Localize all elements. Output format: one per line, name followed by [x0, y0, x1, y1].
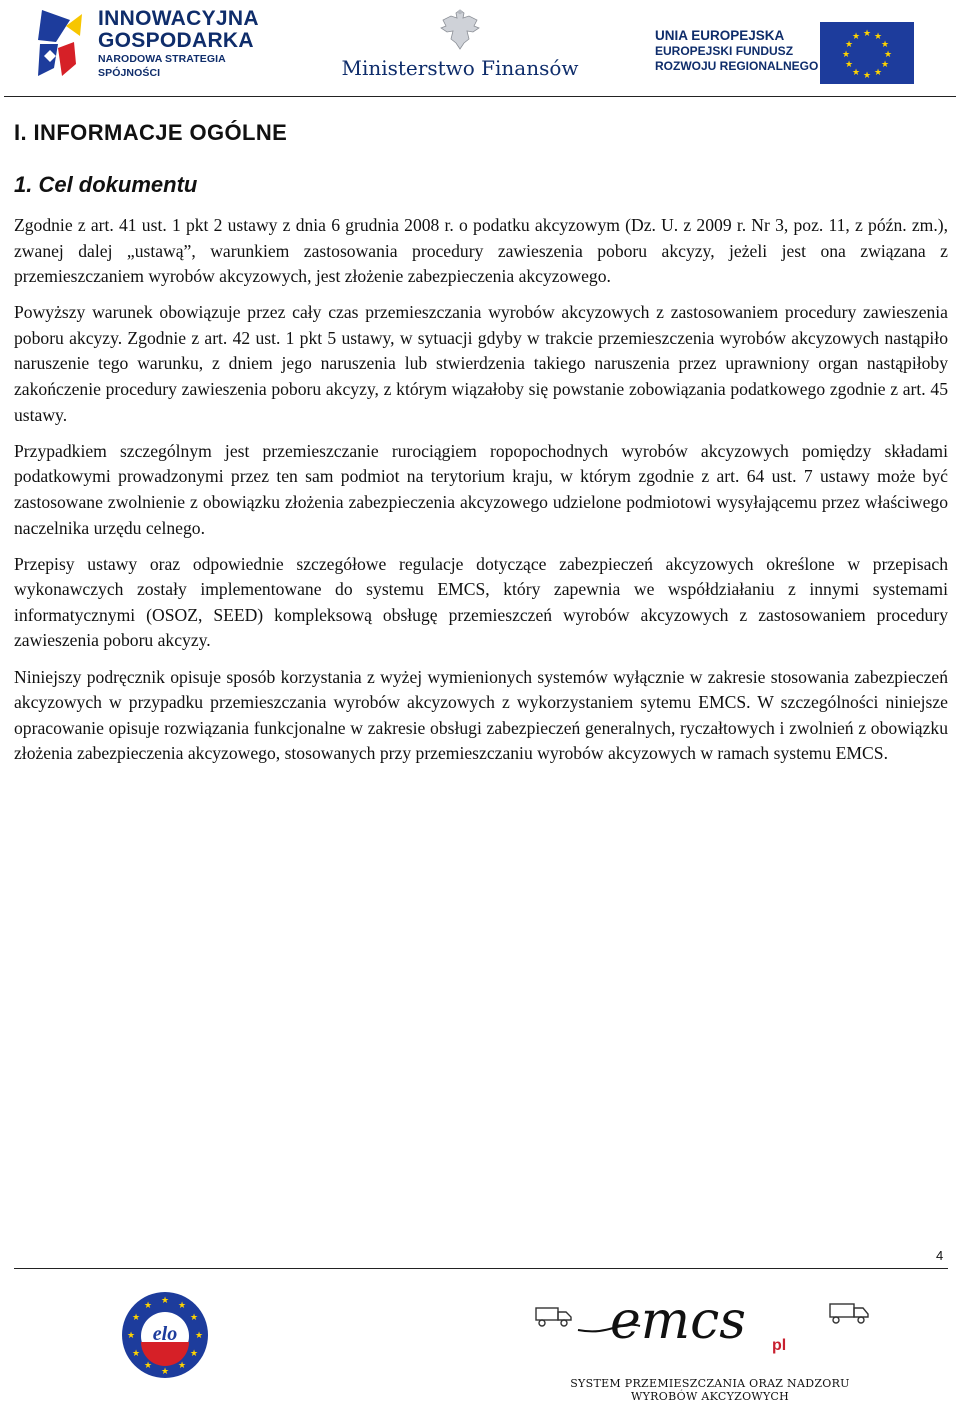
- star-emblem-icon: [36, 6, 96, 86]
- svg-text:★: ★: [841, 50, 851, 60]
- innowacyjna-gospodarka-logo: [36, 6, 286, 86]
- svg-text:★: ★: [851, 68, 861, 78]
- svg-text:★: ★: [189, 1349, 199, 1359]
- emcs-subtitle-line-1: SYSTEM PRZEMIESZCZANIA ORAZ NADZORU: [570, 1377, 850, 1390]
- svg-text:★: ★: [143, 1301, 153, 1311]
- svg-text:★: ★: [844, 60, 854, 70]
- svg-text:★: ★: [862, 29, 872, 39]
- svg-text:elo: elo: [152, 1323, 178, 1345]
- svg-text:★: ★: [143, 1361, 153, 1371]
- paragraph: Niniejszy podręcznik opisuje sposób korzystania z wyżej wymienionych systemów wyłącznie w zakresie stosowania zabezpieczeń akcyzowych w przypadku przemieszczania wyrobów akcyzowych z wykorzystaniem sytemu EMCS. W szczególności niniejsze opracowanie opisuje rozwiązania funkcjonalne w zakresie obsługi zabezpieczeń generalnych, ryczałtowych i zwolnień z obowiązku złożenia zabezpieczenia akcyzowego, stosowanych przy przemieszczaniu wyrobów akcyzowych w ramach systemu EMCS.: [14, 666, 948, 764]
- subsection-title: 1. Cel dokumentu: [14, 172, 198, 197]
- svg-text:★: ★: [160, 1367, 170, 1377]
- eu-line-2: EUROPEJSKI FUNDUSZ: [655, 44, 794, 58]
- elo-logo-icon: [120, 1290, 210, 1380]
- emcs-subtitle-line-2: WYROBÓW AKCYZOWYCH: [631, 1390, 789, 1403]
- paragraph: Zgodnie z art. 41 ust. 1 pkt 2 ustawy z dnia 6 grudnia 2008 r. o podatku akcyzowym (Dz. U. z 2009 r. Nr 3, poz. 11, z późn. zm.), zwanej dalej „ustawą”, warunkiem zastosowania procedury zawieszenia poboru akcyzy, jeżeli jest ona związana z przemieszczaniem wyrobów akcyzowych, jest złożenie zabezpieczenia akcyzowego.: [14, 215, 948, 287]
- svg-text:★: ★: [131, 1313, 141, 1323]
- ministerstwo-finansow-logo: [340, 6, 580, 86]
- svg-text:★: ★: [160, 1296, 170, 1306]
- svg-text:★: ★: [844, 40, 854, 50]
- svg-text:★: ★: [177, 1301, 187, 1311]
- svg-text:pl: pl: [772, 1337, 787, 1354]
- paragraph: Przypadkiem szczególnym jest przemieszczanie rurociągiem ropopochodnych wyrobów akcyzowych pomiędzy składami podatkowymi prowadzonymi przez ten sam podmiot na terytorium kraju, w którym zgodnie z art. 64 ust. 7 ustawy może być zastosowane zwolnienie z obowiązku złożenia zabezpieczenia akcyzowego udzielone podmiotowi wysyłającemu przez właściwego naczelnika urzędu celnego.: [14, 440, 948, 538]
- logo-line-1: INNOWACYJNA: [98, 7, 259, 30]
- svg-text:★: ★: [131, 1349, 141, 1359]
- svg-text:★: ★: [873, 68, 883, 78]
- ministry-name: Ministerstwo Finansów: [341, 56, 579, 80]
- header-divider: [4, 96, 956, 97]
- svg-text:★: ★: [194, 1331, 204, 1341]
- paragraph: Przepisy ustawy oraz odpowiednie szczegółowe regulacje dotyczące zabezpieczeń akcyzowych określone w przepisach wykonawczych zostały implementowane do systemu EMCS, który zapewnia we współdziałaniu z innymi systemami informatycznymi (OSOZ, SEED) kompleksową obsługę przemieszczeń wyrobów akcyzowych z zastosowaniem procedury zawieszenia poboru akcyzy.: [14, 553, 948, 651]
- svg-text:★: ★: [126, 1331, 136, 1341]
- paragraphs: [14, 213, 948, 777]
- svg-text:★: ★: [873, 32, 883, 42]
- emcs-subtitle: [545, 1377, 875, 1403]
- svg-text:★: ★: [880, 60, 890, 70]
- polish-eagle-icon: [435, 6, 485, 54]
- svg-text:★: ★: [177, 1361, 187, 1371]
- logo-line-3: NARODOWA STRATEGIA SPÓJNOŚCI: [98, 53, 226, 79]
- paragraph: Powyższy warunek obowiązuje przez cały czas przemieszczania wyrobów akcyzowych z zastosowaniem procedury zawieszenia poboru akcyzy. Zgodnie z art. 42 ust. 1 pkt 5 ustawy, w sytuacji gdyby w trakcie przemieszczenia wyrobów akcyzowych nastąpiło naruszenie tego warunku, z dniem jego naruszenia lub stwierdzenia takiego naruszenia przez uprawniony organ nastąpiłoby zakończenie procedury zawieszenia poboru akcyzy, z którym wiązałoby się powstanie zobowiązania podatkowego zgodnie z art. 45 ustawy.: [14, 302, 948, 425]
- svg-text:★: ★: [189, 1313, 199, 1323]
- svg-text:★: ★: [851, 32, 861, 42]
- svg-text:★: ★: [883, 50, 893, 60]
- emcs-logo-icon: [530, 1290, 880, 1360]
- section-title: I. INFORMACJE OGÓLNE: [14, 120, 288, 145]
- eu-line-3: ROZWOJU REGIONALNEGO: [655, 59, 819, 73]
- svg-text:emcs: emcs: [610, 1291, 746, 1351]
- svg-text:★: ★: [880, 40, 890, 50]
- page-number: 4: [936, 1248, 944, 1263]
- footer-divider: [14, 1268, 948, 1269]
- svg-text:★: ★: [862, 71, 872, 81]
- eu-flag-icon: [820, 22, 914, 84]
- eu-line-1: UNIA EUROPEJSKA: [655, 28, 785, 43]
- logo-line-2: GOSPODARKA: [98, 29, 254, 52]
- page-header: [0, 0, 960, 100]
- eu-fund-text: [655, 28, 818, 74]
